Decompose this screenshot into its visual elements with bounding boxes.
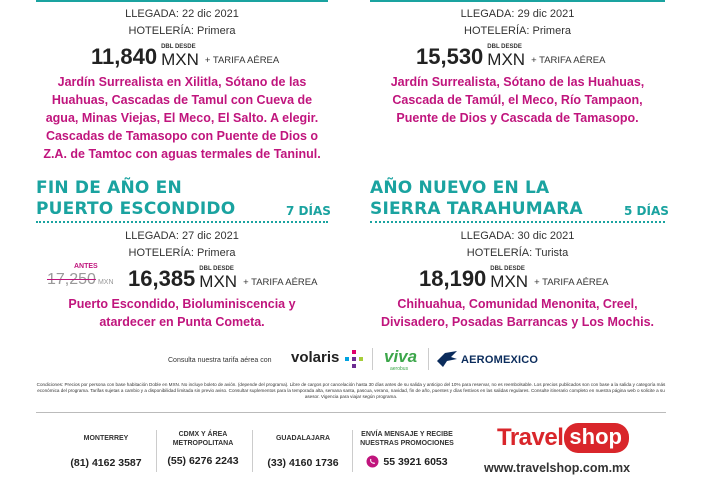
currency: MXN [487, 50, 526, 69]
price-row [419, 266, 608, 290]
price-row [128, 266, 317, 290]
days-badge: 5 DÍAS [624, 204, 669, 218]
viva-sub: aerobus [390, 366, 409, 372]
logo-separator [428, 348, 429, 370]
desc-line: Cascada de Tamúl, el Meco, Río Tampaon, [392, 93, 643, 107]
contact-whatsapp [354, 430, 460, 468]
llegada-text: LLEGADA: 27 dic 2021 [125, 230, 239, 242]
contact-guadalajara [254, 430, 352, 469]
llegada-text: LLEGADA: 30 dic 2021 [460, 230, 575, 242]
desc-line: Puente de Dios y Cascada de Tamasopo. [396, 111, 639, 125]
top-divider-left [36, 0, 328, 2]
contact-monterrey [56, 430, 156, 469]
old-price [47, 271, 114, 289]
contact-label: MONTERREY [83, 435, 129, 442]
hoteleria-text: HOTELERÍA: Primera [128, 25, 236, 37]
airline-consulta-text: Consulta nuestra tarifa aérea con [168, 357, 272, 364]
footer-divider [36, 412, 666, 413]
contact-phone[interactable]: (55) 6276 2243 [167, 455, 239, 467]
old-price-value: 17,250 [47, 271, 96, 288]
dbl-label: DBL DESDE [199, 266, 234, 272]
hoteleria-text: HOTELERÍA: Turista [466, 247, 569, 259]
tarifa-aerea: + TARIFA AÉREA [531, 55, 606, 66]
volaris-logo: volaris [291, 349, 340, 366]
package-title [36, 178, 235, 220]
title-line: AÑO NUEVO EN LA [370, 178, 550, 198]
currency: MXN [490, 272, 529, 291]
hoteleria-text: HOTELERÍA: Primera [128, 247, 236, 259]
desc-line: Chihuahua, Comunidad Menonita, Creel, [397, 297, 638, 311]
desc-line: agua, Minas Viejas, El Meco, El Salto. A elegir. [45, 111, 319, 125]
dbl-label: DBL DESDE [487, 44, 522, 50]
hoteleria-text: HOTELERÍA: Primera [464, 25, 571, 37]
desc-line: Divisadero, Posadas Barrancas y Los Mochis. [380, 315, 655, 329]
title-line: SIERRA TARAHUMARA [370, 199, 583, 219]
price: 16,385 [128, 266, 196, 291]
logo-separator [372, 348, 373, 370]
desc-line: Z.A. de Tamtoc con aguas termales de Taninul. [43, 147, 321, 161]
price: 15,530 [416, 44, 484, 69]
antes-label: ANTES [74, 263, 98, 270]
desc-line: Cascadas de Tamasopo con Puente de Dios o [45, 129, 319, 143]
website-link[interactable]: www.travelshop.com.mx [484, 461, 631, 475]
top-divider-right [370, 0, 665, 2]
brand-shop: shop [564, 423, 629, 453]
volaris-star-icon [344, 349, 364, 369]
section-divider [370, 221, 665, 223]
desc-line: Jardín Surrealista en Xilitla, Sótano de las [57, 75, 307, 89]
conditions-text: Condiciones: Precios por persona con base habitación Doble en MXN. No incluye boleto de avión. (depende del programa). Libre de cargos por cancelación hasta 30 días antes de su salida y anticipo del 10% para reservar, no es reembolsable. Los precios publicados son con base a la salida y categoría más económica del programa. Tarifas sujetas a cambio y a disponibilidad limitada sin previo aviso. Consultar suplementos para la temporada alta, semana santa, pascua, verano, navidad, fin de año, puentes y días festivos en las salidas regulares. Consulte itinerario completo en nuestra página web o solicite a su asesor. Vigencia para viajar según programa. [36, 382, 666, 399]
contact-separator [156, 430, 157, 472]
travelshop-logo[interactable] [497, 423, 629, 453]
desc-line: Jardín Surrealista, Sótano de las Huahuas, [390, 75, 645, 89]
contact-label: CDMX Y ÁREA METROPOLITANA [172, 431, 234, 447]
desc-line: atardecer en Punta Cometa. [99, 315, 265, 329]
package-description [36, 73, 328, 163]
desc-line: Huahuas, Cascadas de Tamul con Cueva de [51, 93, 313, 107]
contact-label: ENVÍA MENSAJE Y RECIBE NUESTRAS PROMOCIONES [360, 431, 454, 447]
section-divider [36, 221, 328, 223]
contact-cdmx [158, 430, 248, 467]
price-row [416, 44, 605, 68]
old-price-currency: MXN [97, 279, 114, 286]
package-description [370, 73, 665, 127]
title-line: FIN DE AÑO EN [36, 178, 182, 198]
title-line: PUERTO ESCONDIDO [36, 199, 236, 219]
days-badge: 7 DÍAS [286, 204, 331, 218]
contact-phone[interactable]: 55 3921 6053 [383, 455, 448, 468]
contact-separator [252, 430, 253, 472]
brand-travel: Travel [497, 424, 564, 451]
package-description [36, 295, 328, 331]
contact-phone[interactable]: (33) 4160 1736 [267, 457, 339, 469]
viva-logo: viva [384, 347, 418, 366]
llegada-text: LLEGADA: 29 dic 2021 [460, 8, 575, 20]
desc-line: Puerto Escondido, Bioluminiscencia y [68, 297, 296, 311]
contact-phone[interactable]: (81) 4162 3587 [70, 457, 142, 469]
currency: MXN [199, 272, 238, 291]
package-title [370, 178, 583, 220]
tarifa-aerea: + TARIFA AÉREA [204, 55, 280, 66]
whatsapp-icon [366, 455, 379, 468]
dbl-label: DBL DESDE [490, 266, 525, 272]
tarifa-aerea: + TARIFA AÉREA [243, 277, 318, 288]
llegada-text: LLEGADA: 22 dic 2021 [125, 8, 239, 20]
dbl-label: DBL DESDE [161, 44, 196, 50]
aeromexico-eagle-icon [435, 349, 459, 369]
price: 18,190 [419, 266, 487, 291]
price-row [91, 44, 279, 68]
price: 11,840 [91, 44, 158, 69]
contact-separator [352, 430, 353, 472]
currency: MXN [161, 50, 199, 69]
aeromexico-logo: AEROMEXICO [461, 354, 539, 366]
tarifa-aerea: + TARIFA AÉREA [534, 277, 609, 288]
package-description [370, 295, 665, 331]
contact-label: GUADALAJARA [275, 435, 331, 442]
